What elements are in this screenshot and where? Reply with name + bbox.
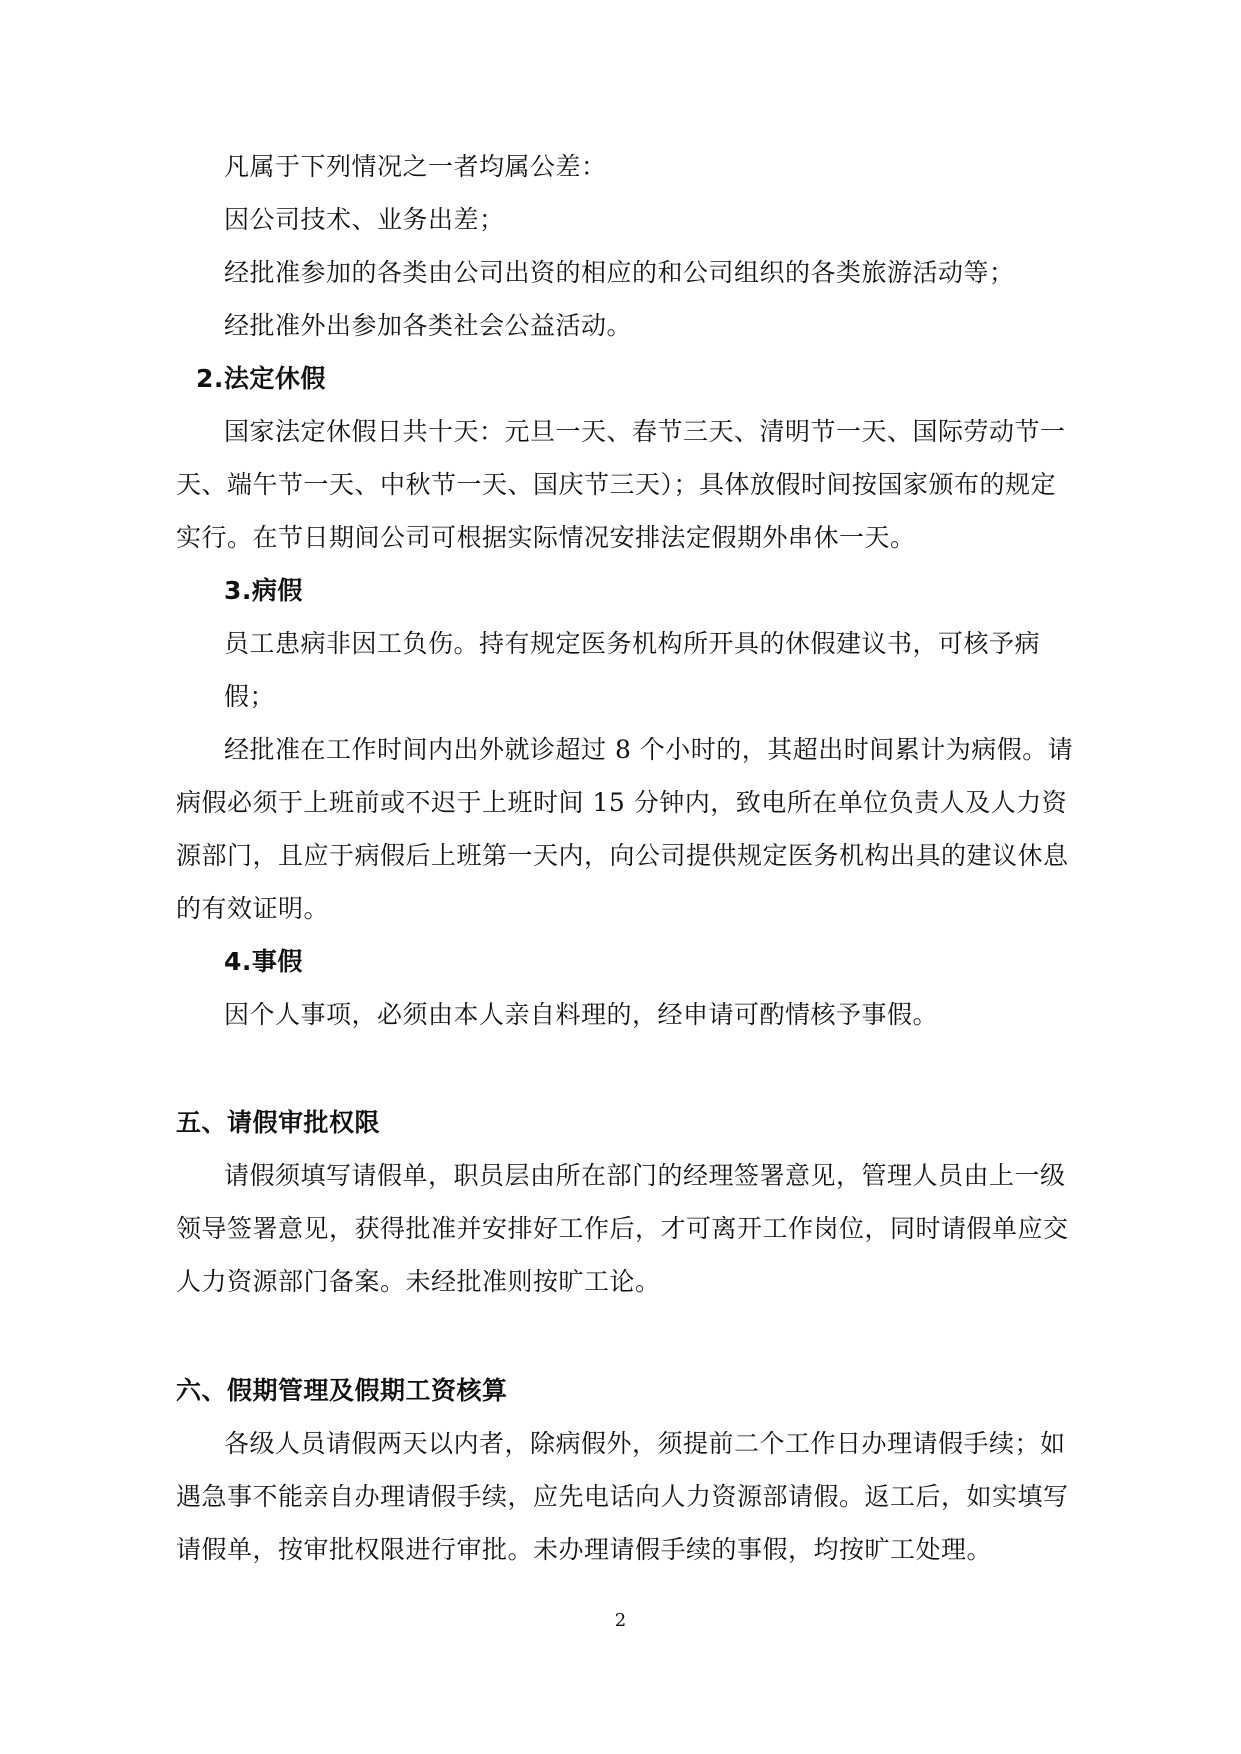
paragraph-line: 实行。在节日期间公司可根据实际情况安排法定假期外串休一天。: [176, 523, 916, 552]
paragraph-line: 请假单，按审批权限进行审批。未办理请假手续的事假，均按旷工处理。: [176, 1535, 993, 1564]
paragraph-line: 经批准在工作时间内出外就诊超过 8 个小时的，其超出时间累计为病假。请: [224, 735, 1074, 764]
section-heading-sick-leave: 3.病假: [224, 576, 303, 605]
paragraph-line: 凡属于下列情况之一者均属公差：: [224, 152, 607, 181]
section-heading-statutory-holidays: 2.法定休假: [196, 364, 326, 393]
paragraph-line: 假；: [224, 682, 276, 711]
paragraph-line: 人力资源部门备案。未经批准则按旷工论。: [176, 1267, 661, 1296]
paragraph-line: 国家法定休假日共十天：元旦一天、春节三天、清明节一天、国际劳动节一: [224, 417, 1066, 446]
section-heading-personal-leave: 4.事假: [224, 947, 303, 976]
paragraph-line: 因公司技术、业务出差；: [224, 205, 505, 234]
paragraph-line: 员工患病非因工负伤。持有规定医务机构所开具的休假建议书，可核予病: [224, 629, 1041, 658]
paragraph-line: 经批准参加的各类由公司出资的相应的和公司组织的各类旅游活动等；: [224, 258, 1015, 287]
section-heading-leave-management: 六、假期管理及假期工资核算: [176, 1376, 508, 1405]
paragraph-line: 请假须填写请假单，职员层由所在部门的经理签署意见，管理人员由上一级: [224, 1161, 1066, 1190]
paragraph-line: 遇急事不能亲自办理请假手续，应先电话向人力资源部请假。返工后，如实填写: [176, 1482, 1069, 1511]
paragraph-line: 病假必须于上班前或不迟于上班时间 15 分钟内，致电所在单位负责人及人力资: [176, 788, 1068, 817]
paragraph-line: 源部门，且应于病假后上班第一天内，向公司提供规定医务机构出具的建议休息: [176, 841, 1069, 870]
paragraph-line: 因个人事项，必须由本人亲自料理的，经申请可酌情核予事假。: [224, 1000, 939, 1029]
section-heading-leave-approval: 五、请假审批权限: [176, 1108, 381, 1137]
paragraph-line: 经批准外出参加各类社会公益活动。: [224, 311, 633, 340]
page-number: 2: [614, 1610, 627, 1631]
paragraph-line: 领导签署意见，获得批准并安排好工作后，才可离开工作岗位，同时请假单应交: [176, 1214, 1069, 1243]
paragraph-line: 天、端午节一天、中秋节一天、国庆节三天）；具体放假时间按国家颁布的规定: [176, 470, 1057, 499]
paragraph-line: 的有效证明。: [176, 894, 330, 923]
paragraph-line: 各级人员请假两天以内者，除病假外，须提前二个工作日办理请假手续；如: [224, 1429, 1066, 1458]
